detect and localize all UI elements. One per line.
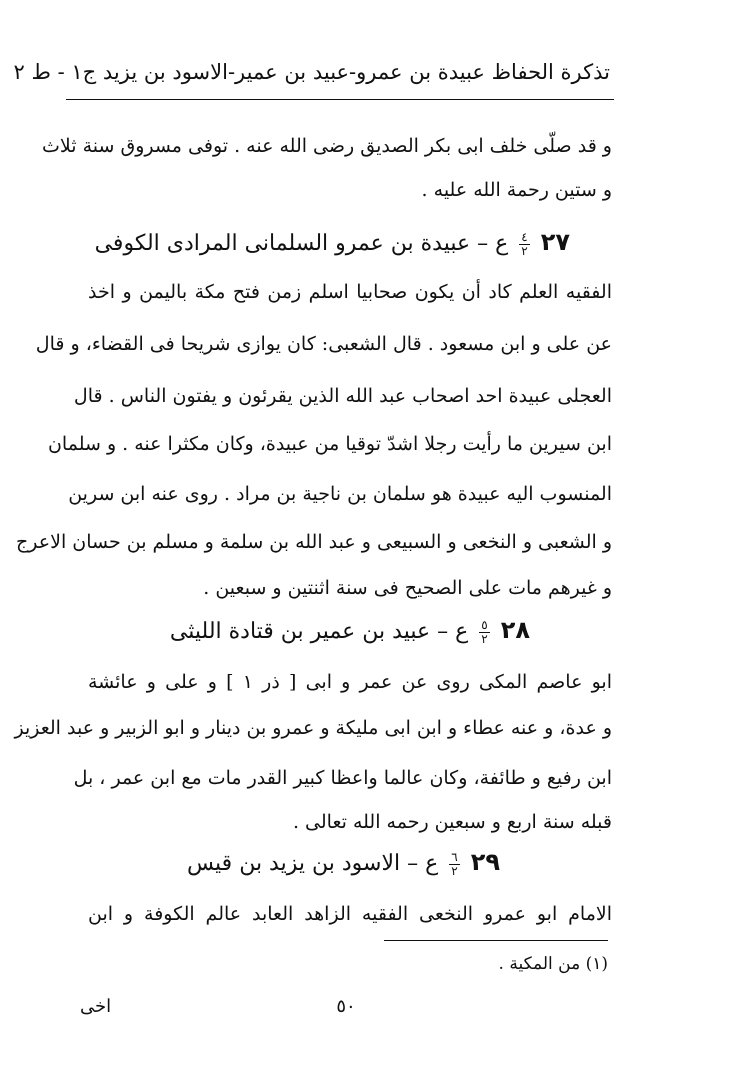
entry-sigil: ع [425, 851, 439, 876]
entry-name: عبيدة بن عمرو السلمانى المرادى الكوفى [94, 231, 471, 256]
entry-number: ٢٨ [500, 616, 530, 644]
entry-number: ٢٧ [540, 228, 570, 256]
text-line: ابن رفيع و طائفة، وكان عالما واعظا كبير القدر مات مع ابن عمر ، بل [73, 767, 612, 789]
text-line: قبله سنة اربع و سبعين رحمه الله تعالى . [292, 811, 612, 833]
catchword: اخى [80, 996, 112, 1017]
text-line: المنسوب اليه عبيدة هو سلمان بن ناجية بن مراد . روى عنه ابن سرين [68, 483, 612, 505]
text-line: ابن سيرين ما رأيت رجلا اشدّ توقيا من عبيدة، وكان مكثرا عنه . و سلمان [47, 433, 612, 455]
text-line: ابو عاصم المكى روى عن عمر و ابى [ ذر ١ ] و على و عائشة [88, 671, 612, 693]
text-line: و قد صلّى خلف ابى بكر الصديق رضى الله عنه . توفى مسروق سنة ثلاث [42, 135, 612, 157]
text-line: و عدة، و عنه عطاء و ابن ابى مليكة و عمرو بن دينار و ابو الزبير و عبد العزيز [14, 717, 612, 739]
entry-name: الاسود بن يزيد بن قيس [187, 851, 401, 876]
entry-heading [170, 606, 530, 654]
entry-fraction: $\frac{٥}{٢}$ [481, 617, 488, 646]
footnote: (١) من المكية . [498, 954, 608, 974]
entry-heading [94, 218, 570, 266]
text-line: عن على و ابن مسعود . قال الشعبى: كان يوازى شريحا فى القضاء، و قال [35, 333, 612, 355]
entry-sigil: ع [495, 231, 509, 256]
text-line: العجلى عبيدة احد اصحاب عبد الله الذين يقرئون و يفتون الناس . قال [73, 385, 612, 407]
text-line: و ستين رحمة الله عليه . [421, 179, 612, 201]
running-header: تذكرة الحفاظ عبيدة بن عمرو-عبيد بن عمير-الاسود بن يزيد ج١ - ط ٢ [13, 60, 610, 84]
entry-sigil: ع [455, 619, 469, 644]
text-line: و الشعبى و النخعى و السبيعى و عبد الله بن سلمة و مسلم بن حسان الاعرج [16, 531, 612, 553]
text-line: الفقيه العلم كاد أن يكون صحابيا اسلم زمن فتح مكة باليمن و اخذ [88, 281, 612, 303]
entry-fraction: $\frac{٤}{٢}$ [521, 229, 528, 258]
entry-number: ٢٩ [470, 848, 500, 876]
footnote-rule [384, 940, 608, 941]
page-number: ٥٠ [336, 996, 356, 1017]
entry-dash: – [407, 851, 419, 876]
entry-dash: – [477, 231, 489, 256]
entry-heading [187, 838, 500, 886]
entry-dash: – [437, 619, 449, 644]
text-line: و غيرهم مات على الصحيح فى سنة اثنتين و سبعين . [203, 577, 612, 599]
entry-fraction: $\frac{٦}{٢}$ [451, 849, 458, 878]
entry-name: عبيد بن عمير بن قتادة الليثى [169, 619, 431, 644]
header-rule [66, 99, 614, 100]
text-line: الامام ابو عمرو النخعى الفقيه الزاهد العابد عالم الكوفة و ابن [88, 903, 612, 925]
